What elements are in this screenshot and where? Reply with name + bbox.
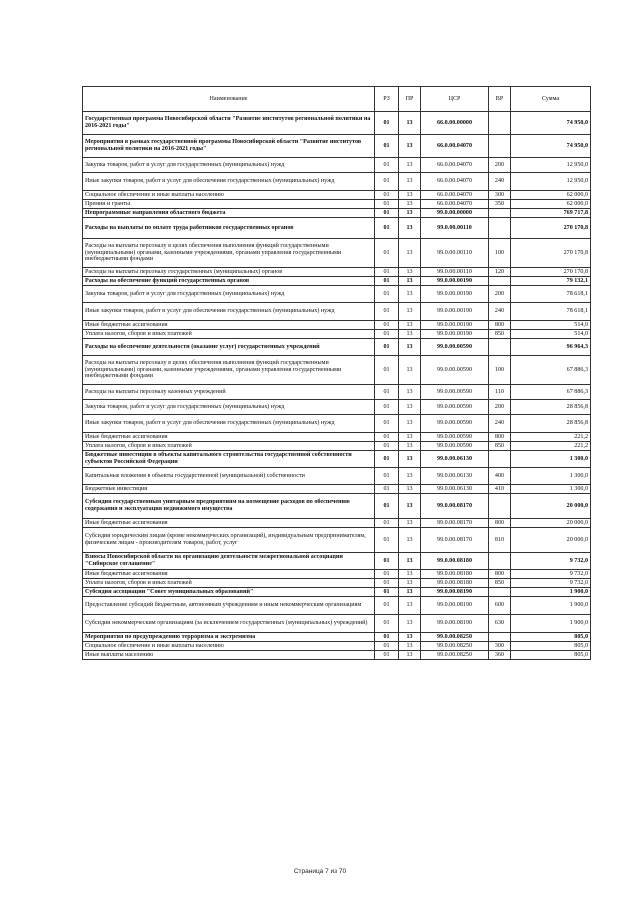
- cell-rz: 01: [375, 218, 399, 239]
- cell-sum: 1 300,0: [511, 451, 591, 468]
- table-row: [83, 303, 591, 321]
- cell-name: Уплата налогов, сборов и иных платежей: [83, 330, 375, 339]
- cell-rz: 01: [375, 651, 399, 660]
- cell-name: Мероприятия по предупреждению терроризма и экстремизма: [83, 633, 375, 642]
- table-row: [83, 158, 591, 173]
- cell-name: Уплата налогов, сборов и иных платежей: [83, 579, 375, 588]
- table-row: [83, 651, 591, 660]
- cell-csr: 99.0.00.00590: [421, 339, 489, 356]
- table-row: [83, 519, 591, 528]
- cell-vr: 850: [489, 330, 511, 339]
- cell-sum: 62 000,0: [511, 191, 591, 200]
- table-row: [83, 528, 591, 553]
- cell-pr: 13: [399, 277, 421, 286]
- cell-pr: 13: [399, 268, 421, 277]
- cell-csr: 66.0.00.04070: [421, 173, 489, 191]
- table-row: [83, 400, 591, 415]
- cell-pr: 13: [399, 642, 421, 651]
- cell-rz: 01: [375, 442, 399, 451]
- table-row: [83, 239, 591, 268]
- cell-vr: 800: [489, 433, 511, 442]
- table-row: [83, 385, 591, 400]
- cell-rz: 01: [375, 321, 399, 330]
- cell-sum: 79 132,1: [511, 277, 591, 286]
- cell-csr: 99.0.00.08180: [421, 570, 489, 579]
- cell-pr: 13: [399, 400, 421, 415]
- cell-csr: 99.0.00.00190: [421, 330, 489, 339]
- cell-rz: 01: [375, 112, 399, 135]
- cell-vr: 100: [489, 239, 511, 268]
- cell-pr: 13: [399, 303, 421, 321]
- cell-name: Расходы на выплаты персоналу в целях обеспечения выполнения функций государственными (муниципальными) органами, казенными учреждениями, органами управления государственными внебюджетными фондами: [83, 356, 375, 385]
- cell-rz: 01: [375, 339, 399, 356]
- cell-csr: 99.0.00.00590: [421, 433, 489, 442]
- cell-vr: [489, 451, 511, 468]
- cell-sum: 12 950,0: [511, 158, 591, 173]
- cell-name: Мероприятия в рамках государственной программы Новосибирской области "Развитие институтов региональной политики на 2016-2021 годы": [83, 135, 375, 158]
- cell-name: Расходы на обеспечение функций государственных органов: [83, 277, 375, 286]
- cell-sum: 9 732,0: [511, 579, 591, 588]
- cell-sum: 1 900,0: [511, 588, 591, 597]
- cell-rz: 01: [375, 400, 399, 415]
- cell-csr: 99.0.00.00190: [421, 303, 489, 321]
- cell-name: Иные бюджетные ассигнования: [83, 433, 375, 442]
- cell-vr: 850: [489, 579, 511, 588]
- cell-pr: 13: [399, 321, 421, 330]
- cell-vr: 810: [489, 528, 511, 553]
- cell-sum: 805,0: [511, 651, 591, 660]
- cell-name: Предоставление субсидий бюджетным, автономным учреждениям и иным некоммерческим организациям: [83, 597, 375, 615]
- table-row: [83, 415, 591, 433]
- cell-csr: 99.0.00.00590: [421, 356, 489, 385]
- cell-rz: 01: [375, 385, 399, 400]
- cell-sum: 1 300,0: [511, 485, 591, 494]
- cell-pr: 13: [399, 519, 421, 528]
- cell-pr: 13: [399, 191, 421, 200]
- cell-pr: 13: [399, 356, 421, 385]
- cell-csr: 99.0.00.08180: [421, 553, 489, 570]
- cell-pr: 13: [399, 209, 421, 218]
- cell-vr: 240: [489, 303, 511, 321]
- cell-rz: 01: [375, 433, 399, 442]
- cell-vr: [489, 588, 511, 597]
- cell-name: Расходы на выплаты персоналу государственных (муниципальных) органов: [83, 268, 375, 277]
- cell-name: Капитальные вложения в объекты государственной (муниципальной) собственности: [83, 468, 375, 485]
- cell-csr: 99.0.00.08170: [421, 519, 489, 528]
- cell-rz: 01: [375, 158, 399, 173]
- cell-pr: 13: [399, 135, 421, 158]
- cell-pr: 13: [399, 570, 421, 579]
- cell-pr: 13: [399, 651, 421, 660]
- table-row: [83, 553, 591, 570]
- cell-sum: 28 856,8: [511, 400, 591, 415]
- cell-sum: 20 000,0: [511, 494, 591, 519]
- cell-name: Взносы Новосибирской области на организацию деятельности межрегиональной ассоциации "Сибирское соглашение": [83, 553, 375, 570]
- cell-vr: [489, 112, 511, 135]
- cell-sum: 270 170,8: [511, 218, 591, 239]
- cell-rz: 01: [375, 519, 399, 528]
- cell-rz: 01: [375, 528, 399, 553]
- cell-sum: 221,2: [511, 442, 591, 451]
- cell-name: Иные закупки товаров, работ и услуг для обеспечения государственных (муниципальных) нужд: [83, 303, 375, 321]
- cell-sum: 28 856,8: [511, 415, 591, 433]
- cell-name: Субсидии юридическим лицам (кроме некоммерческих организаций), индивидуальным предпринимателям, физическим лицам - производителям товаров, работ, услуг: [83, 528, 375, 553]
- cell-csr: 99.0.00.08250: [421, 651, 489, 660]
- cell-vr: 200: [489, 286, 511, 303]
- cell-pr: 13: [399, 330, 421, 339]
- cell-name: Субсидии государственным унитарным предприятиям на возмещение расходов по обеспечению содержания и эксплуатация недвижимого имущества: [83, 494, 375, 519]
- table-row: [83, 112, 591, 135]
- cell-csr: 99.0.00.08170: [421, 528, 489, 553]
- table-row: [83, 268, 591, 277]
- cell-rz: 01: [375, 356, 399, 385]
- cell-pr: 13: [399, 485, 421, 494]
- cell-pr: 13: [399, 286, 421, 303]
- cell-rz: 01: [375, 303, 399, 321]
- cell-vr: 110: [489, 385, 511, 400]
- cell-rz: 01: [375, 579, 399, 588]
- cell-rz: 01: [375, 451, 399, 468]
- cell-rz: 01: [375, 209, 399, 218]
- cell-rz: 01: [375, 415, 399, 433]
- cell-rz: 01: [375, 200, 399, 209]
- cell-rz: 01: [375, 286, 399, 303]
- cell-name: Расходы на выплаты персоналу в целях обеспечения выполнения функций государственными (муниципальными) органами, казенными учреждениями, органами управления государственными внебюджетными фондами: [83, 239, 375, 268]
- page-number: Страница 7 из 70: [293, 868, 347, 875]
- cell-csr: 99.0.00.00110: [421, 239, 489, 268]
- cell-name: Субсидии некоммерческим организациям (за исключением государственных (муниципальных) учреждений): [83, 615, 375, 633]
- cell-name: Иные бюджетные ассигнования: [83, 519, 375, 528]
- cell-vr: 800: [489, 321, 511, 330]
- cell-pr: 13: [399, 433, 421, 442]
- cell-name: Бюджетные инвестиции: [83, 485, 375, 494]
- header-pr: ПР: [399, 87, 421, 112]
- cell-rz: 01: [375, 642, 399, 651]
- cell-sum: 270 170,8: [511, 268, 591, 277]
- cell-name: Непрограммные направления областного бюджета: [83, 209, 375, 218]
- cell-sum: 12 950,0: [511, 173, 591, 191]
- cell-name: Расходы на выплаты персоналу казенных учреждений: [83, 385, 375, 400]
- cell-vr: 300: [489, 191, 511, 200]
- cell-rz: 01: [375, 485, 399, 494]
- cell-pr: 13: [399, 339, 421, 356]
- cell-csr: 99.0.00.08180: [421, 579, 489, 588]
- cell-pr: 13: [399, 173, 421, 191]
- cell-rz: 01: [375, 615, 399, 633]
- cell-vr: 200: [489, 400, 511, 415]
- table-row: [83, 494, 591, 519]
- cell-sum: 1 900,0: [511, 615, 591, 633]
- cell-vr: 850: [489, 442, 511, 451]
- header-csr: ЦСР: [421, 87, 489, 112]
- cell-rz: 01: [375, 553, 399, 570]
- cell-sum: 514,0: [511, 321, 591, 330]
- cell-sum: 805,0: [511, 642, 591, 651]
- cell-name: Закупка товаров, работ и услуг для государственных (муниципальных) нужд: [83, 286, 375, 303]
- cell-csr: 99.0.00.00190: [421, 286, 489, 303]
- cell-rz: 01: [375, 191, 399, 200]
- table-row: [83, 135, 591, 158]
- cell-vr: 200: [489, 158, 511, 173]
- cell-pr: 13: [399, 579, 421, 588]
- cell-vr: [489, 277, 511, 286]
- cell-rz: 01: [375, 268, 399, 277]
- cell-vr: 400: [489, 468, 511, 485]
- cell-csr: 99.0.00.00590: [421, 442, 489, 451]
- table-body: [83, 112, 591, 660]
- cell-csr: 99.0.00.00000: [421, 209, 489, 218]
- table-row: [83, 451, 591, 468]
- cell-pr: 13: [399, 442, 421, 451]
- cell-vr: [489, 135, 511, 158]
- cell-sum: 67 886,3: [511, 385, 591, 400]
- cell-vr: 100: [489, 356, 511, 385]
- cell-name: Закупка товаров, работ и услуг для государственных (муниципальных) нужд: [83, 400, 375, 415]
- cell-csr: 99.0.00.08170: [421, 494, 489, 519]
- table-row: [83, 433, 591, 442]
- cell-csr: 99.0.00.00190: [421, 277, 489, 286]
- table-row: [83, 579, 591, 588]
- table-row: [83, 570, 591, 579]
- cell-rz: 01: [375, 570, 399, 579]
- cell-name: Социальное обеспечение и иные выплаты населению: [83, 642, 375, 651]
- budget-table: [82, 86, 591, 660]
- cell-sum: 20 000,0: [511, 519, 591, 528]
- cell-sum: 270 170,8: [511, 239, 591, 268]
- cell-pr: 13: [399, 468, 421, 485]
- cell-name: Расходы на выплаты по оплате труда работников государственных органов: [83, 218, 375, 239]
- cell-sum: 1 900,0: [511, 597, 591, 615]
- cell-csr: 99.0.00.00110: [421, 218, 489, 239]
- cell-vr: 240: [489, 415, 511, 433]
- cell-vr: 120: [489, 268, 511, 277]
- cell-csr: 99.0.00.08190: [421, 597, 489, 615]
- table-row: [83, 173, 591, 191]
- cell-csr: 66.0.00.00000: [421, 112, 489, 135]
- table-row: [83, 485, 591, 494]
- cell-vr: 410: [489, 485, 511, 494]
- table-row: [83, 633, 591, 642]
- cell-pr: 13: [399, 615, 421, 633]
- cell-rz: 01: [375, 597, 399, 615]
- cell-rz: 01: [375, 277, 399, 286]
- cell-pr: 13: [399, 494, 421, 519]
- cell-vr: 350: [489, 200, 511, 209]
- table-row: [83, 209, 591, 218]
- cell-vr: [489, 633, 511, 642]
- cell-rz: 01: [375, 494, 399, 519]
- cell-pr: 13: [399, 588, 421, 597]
- cell-name: Закупка товаров, работ и услуг для государственных (муниципальных) нужд: [83, 158, 375, 173]
- cell-name: Иные выплаты населению: [83, 651, 375, 660]
- table-row: [83, 191, 591, 200]
- cell-sum: 96 964,3: [511, 339, 591, 356]
- cell-sum: 74 950,0: [511, 135, 591, 158]
- cell-sum: 769 717,8: [511, 209, 591, 218]
- cell-sum: 805,0: [511, 633, 591, 642]
- cell-rz: 01: [375, 239, 399, 268]
- cell-csr: 66.0.00.04070: [421, 191, 489, 200]
- cell-csr: 99.0.00.00110: [421, 268, 489, 277]
- cell-csr: 99.0.00.00190: [421, 321, 489, 330]
- cell-name: Иные бюджетные ассигнования: [83, 570, 375, 579]
- cell-pr: 13: [399, 553, 421, 570]
- table-row: [83, 642, 591, 651]
- cell-pr: 13: [399, 200, 421, 209]
- cell-csr: 66.0.00.04070: [421, 158, 489, 173]
- cell-sum: 514,0: [511, 330, 591, 339]
- cell-sum: 74 950,0: [511, 112, 591, 135]
- cell-vr: [489, 494, 511, 519]
- table-row: [83, 339, 591, 356]
- cell-pr: 13: [399, 239, 421, 268]
- cell-pr: 13: [399, 112, 421, 135]
- cell-name: Расходы на обеспечение деятельности (оказание услуг) государственных учреждений: [83, 339, 375, 356]
- cell-pr: 13: [399, 385, 421, 400]
- table-row: [83, 330, 591, 339]
- cell-pr: 13: [399, 218, 421, 239]
- cell-rz: 01: [375, 468, 399, 485]
- cell-vr: 800: [489, 519, 511, 528]
- cell-csr: 99.0.00.00590: [421, 385, 489, 400]
- cell-vr: 240: [489, 173, 511, 191]
- cell-csr: 99.0.00.00590: [421, 400, 489, 415]
- cell-name: Бюджетные инвестиции в объекты капитального строительства государственной собственности субъектов Российской Федерации: [83, 451, 375, 468]
- header-name: Наименование: [83, 87, 375, 112]
- table-row: [83, 588, 591, 597]
- cell-vr: [489, 339, 511, 356]
- cell-vr: 300: [489, 642, 511, 651]
- cell-sum: 221,2: [511, 433, 591, 442]
- cell-pr: 13: [399, 158, 421, 173]
- cell-rz: 01: [375, 633, 399, 642]
- cell-csr: 99.0.00.06130: [421, 451, 489, 468]
- table-row: [83, 321, 591, 330]
- table-row: [83, 218, 591, 239]
- cell-vr: 600: [489, 597, 511, 615]
- cell-csr: 99.0.00.08190: [421, 615, 489, 633]
- table-row: [83, 468, 591, 485]
- cell-name: Иные закупки товаров, работ и услуг для обеспечения государственных (муниципальных) нужд: [83, 173, 375, 191]
- cell-sum: 62 000,0: [511, 200, 591, 209]
- cell-csr: 99.0.00.08190: [421, 588, 489, 597]
- table-row: [83, 615, 591, 633]
- cell-rz: 01: [375, 588, 399, 597]
- table-header-row: [83, 87, 591, 112]
- cell-name: Уплата налогов, сборов и иных платежей: [83, 442, 375, 451]
- cell-vr: 630: [489, 615, 511, 633]
- cell-csr: 99.0.00.06130: [421, 468, 489, 485]
- cell-vr: 360: [489, 651, 511, 660]
- cell-csr: 66.0.00.04070: [421, 135, 489, 158]
- cell-csr: 99.0.00.08250: [421, 642, 489, 651]
- cell-csr: 99.0.00.06130: [421, 485, 489, 494]
- cell-vr: 800: [489, 570, 511, 579]
- cell-name: Социальное обеспечение и иные выплаты населению: [83, 191, 375, 200]
- cell-pr: 13: [399, 597, 421, 615]
- cell-name: Иные бюджетные ассигнования: [83, 321, 375, 330]
- header-rz: РЗ: [375, 87, 399, 112]
- header-vr: ВР: [489, 87, 511, 112]
- cell-name: Премии и гранты: [83, 200, 375, 209]
- cell-vr: [489, 553, 511, 570]
- table-row: [83, 597, 591, 615]
- table-row: [83, 277, 591, 286]
- cell-sum: 78 618,1: [511, 303, 591, 321]
- cell-csr: 99.0.00.08250: [421, 633, 489, 642]
- cell-sum: 67 886,3: [511, 356, 591, 385]
- table-row: [83, 356, 591, 385]
- cell-sum: 9 732,0: [511, 570, 591, 579]
- cell-sum: 78 618,1: [511, 286, 591, 303]
- cell-vr: [489, 218, 511, 239]
- cell-name: Иные закупки товаров, работ и услуг для обеспечения государственных (муниципальных) нужд: [83, 415, 375, 433]
- cell-name: Субсидии ассоциации "Совет муниципальных образований": [83, 588, 375, 597]
- cell-name: Государственная программа Новосибирской области "Развитие институтов региональной политики на 2016-2021 годы": [83, 112, 375, 135]
- table-row: [83, 200, 591, 209]
- cell-pr: 13: [399, 528, 421, 553]
- table-row: [83, 442, 591, 451]
- cell-csr: 66.0.00.04070: [421, 200, 489, 209]
- cell-sum: 20 000,0: [511, 528, 591, 553]
- table-row: [83, 286, 591, 303]
- cell-rz: 01: [375, 330, 399, 339]
- cell-sum: 1 300,0: [511, 468, 591, 485]
- cell-pr: 13: [399, 633, 421, 642]
- cell-csr: 99.0.00.00590: [421, 415, 489, 433]
- header-sum: Сумма: [511, 87, 591, 112]
- cell-rz: 01: [375, 173, 399, 191]
- cell-sum: 9 732,0: [511, 553, 591, 570]
- cell-pr: 13: [399, 415, 421, 433]
- cell-rz: 01: [375, 135, 399, 158]
- cell-vr: [489, 209, 511, 218]
- cell-pr: 13: [399, 451, 421, 468]
